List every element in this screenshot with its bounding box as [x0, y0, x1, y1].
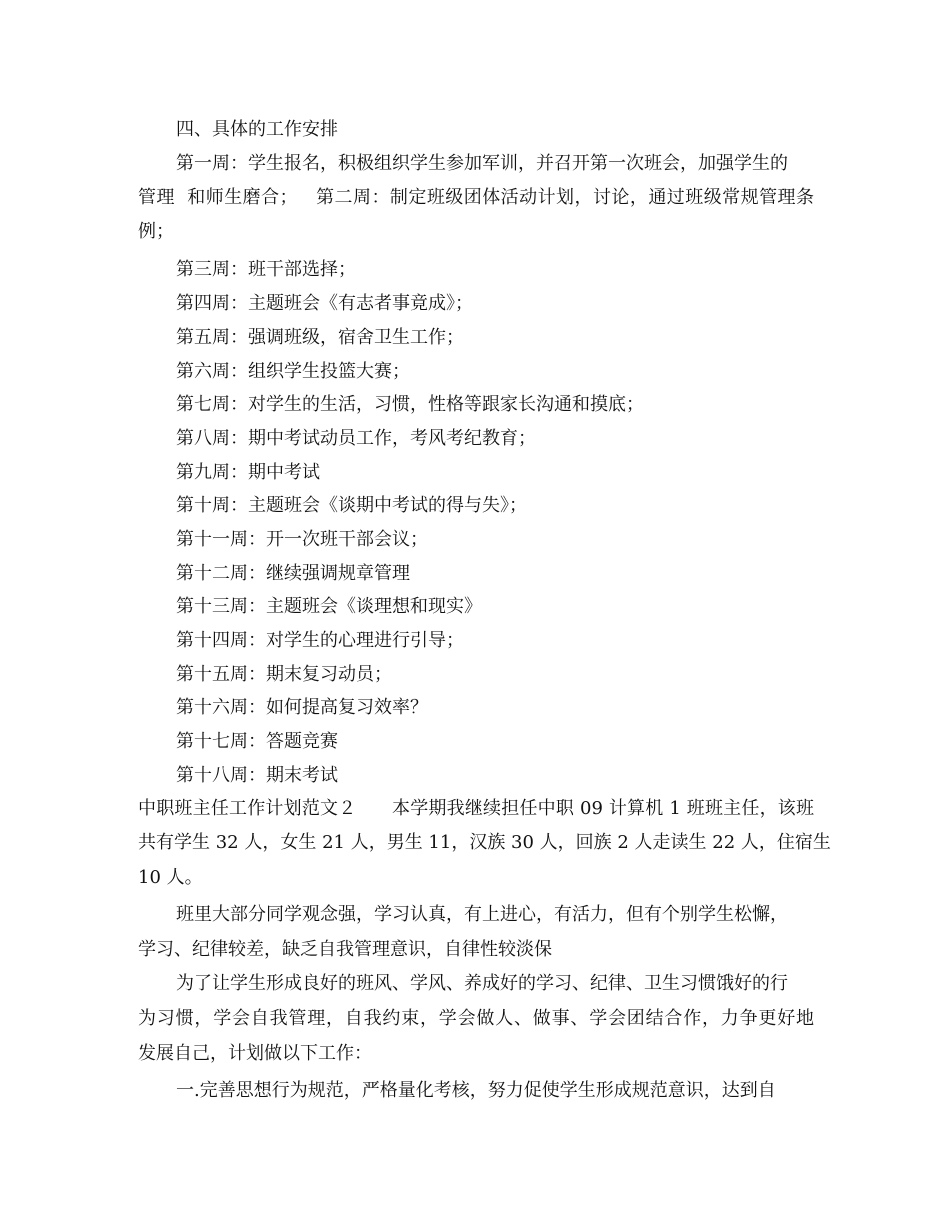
week-item: 第七周：对学生的生活，习惯，性格等跟家长沟通和摸底；: [176, 394, 644, 415]
week1-line-1: 第一周：学生报名，积极组织学生参加军训，并召开第一次班会，加强学生的: [176, 153, 788, 174]
week-item: 第四周：主题班会《有志者事竟成》；: [176, 293, 473, 314]
plan2-line-2: 共有学生 32 人，女生 21 人，男生 11，汉族 30 人，回族 2 人走读生 22 人，住宿生: [138, 832, 831, 853]
week-item: 第十七周：答题竞赛: [176, 731, 338, 752]
week1-line-2: 管理 和师生磨合； 第二周：制定班级团体活动计划，讨论，通过班级常规管理条: [138, 187, 814, 208]
plan2-line-3: 10 人。: [138, 867, 203, 888]
week-item: 第十八周：期末考试: [176, 765, 338, 786]
plan2-line-1: 中职班主任工作计划范文２ 本学期我继续担任中职 09 计算机 1 班班主任，该班: [138, 798, 814, 819]
paragraph-goal-line-1: 为了让学生形成良好的班风、学风、养成好的学习、纪律、卫生习惯饿好的行: [176, 973, 788, 994]
paragraph-goal-line-3: 发展自己，计划做以下工作：: [138, 1043, 372, 1064]
paragraph-class-line-2: 学习、纪律较差，缺乏自我管理意识，自律性较淡保: [138, 939, 552, 960]
week-item: 第五周：强调班级，宿舍卫生工作；: [176, 327, 464, 348]
paragraph-class-line-1: 班里大部分同学观念强，学习认真，有上进心，有活力，但有个别学生松懈，: [176, 904, 788, 925]
week-item: 第十六周：如何提高复习效率？: [176, 697, 428, 718]
week-item: 第十三周：主题班会《谈理想和现实》: [176, 596, 482, 617]
section-heading: 四、具体的工作安排: [176, 119, 338, 140]
paragraph-goal-line-2: 为习惯，学会自我管理，自我约束，学会做人、做事、学会团结合作，力争更好地: [138, 1008, 814, 1029]
week-item: 第十五周：期末复习动员；: [176, 664, 392, 685]
week-item: 第三周：班干部选择；: [176, 259, 356, 280]
week-item: 第十一周：开一次班干部会议；: [176, 529, 428, 550]
week-item: 第九周：期中考试: [176, 462, 320, 483]
week-item: 第六周：组织学生投篮大赛；: [176, 361, 410, 382]
week-item: 第八周：期中考试动员工作，考风考纪教育；: [176, 428, 536, 449]
week1-line-3: 例；: [138, 221, 174, 242]
week-item: 第十周：主题班会《谈期中考试的得与失》；: [176, 495, 527, 516]
paragraph-item-one: 一.完善思想行为规范，严格量化考核，努力促使学生形成规范意识，达到自: [176, 1080, 776, 1101]
week-item: 第十二周：继续强调规章管理: [176, 563, 410, 584]
week-item: 第十四周：对学生的心理进行引导；: [176, 630, 464, 651]
